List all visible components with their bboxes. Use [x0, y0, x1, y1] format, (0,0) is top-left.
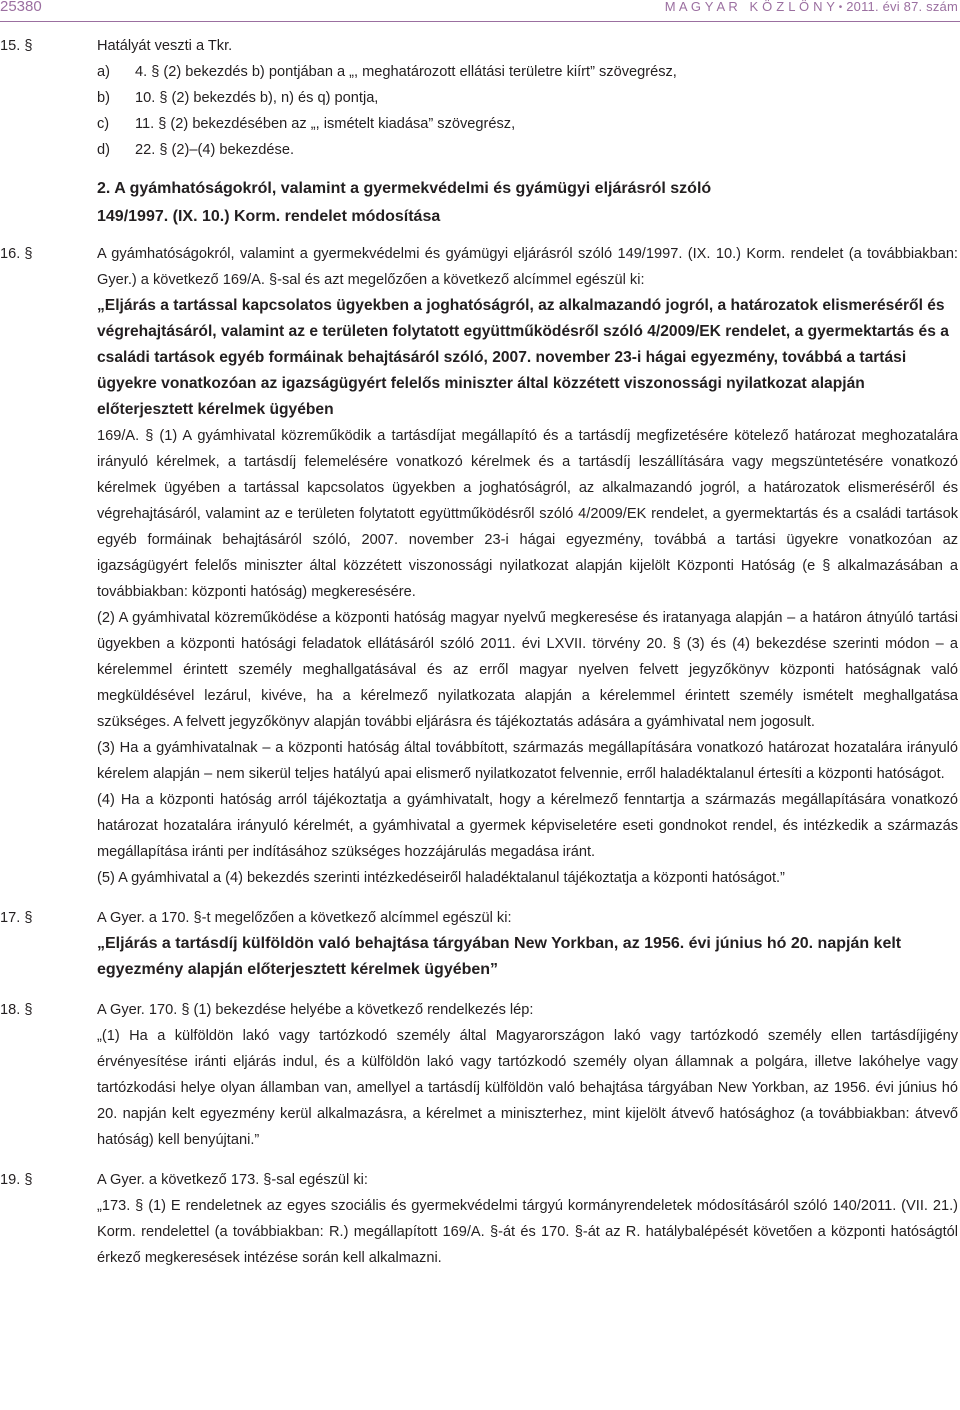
list-item: b) 10. § (2) bekezdés b), n) és q) pontja,	[97, 90, 379, 106]
item-list	[97, 59, 958, 163]
document-body	[0, 33, 958, 1271]
paragraph-sign: §	[24, 38, 33, 54]
paragraph: (5) A gyámhivatal a (4) bekezdés szerinti intézkedéseiről haladéktalanul tájékoztatja a központi hatóságot.”	[97, 870, 785, 886]
list-item: a) 4. § (2) bekezdés b) pontjában a „, meghatározott ellátási területre kiírt” szövegrész,	[97, 64, 677, 80]
section-intro: Hatályát veszti a Tkr.	[97, 38, 233, 54]
spacer	[0, 891, 958, 905]
spacer	[0, 1153, 958, 1167]
section-18	[0, 997, 958, 1153]
page-header	[0, 0, 960, 24]
spacer	[0, 983, 958, 997]
subtitle: „Eljárás a tartással kapcsolatos ügyekben a joghatóságról, az alkalmazandó jogról, a határozatok elismeréséről és végrehajtásáról, valamint az e területen folytatott együttműködésről szóló 4/2009/EK rendelet, a gyermektartás és a családi tartások egyéb formáinak behajtásáról szóló, 2007. november 23-i hágai egyezmény, továbbá a tartási ügyekre vonatkozóan az igazságügyért felelős miniszter által közzétett viszonossági nyilatkozat alapján előterjesztett kérelmek ügyében	[97, 297, 949, 418]
section-intro: A gyámhatóságokról, valamint a gyermekvédelmi és gyámügyi eljárásról szóló 149/1997. (IX. 10.) Korm. rendelet (a továbbiakban: Gyer.) a következő 169/A. §-sal és azt megelőzően a következő alcímmel egészül ki:	[97, 246, 958, 288]
list-item: d) 22. § (2)–(4) bekezdése.	[97, 142, 294, 158]
paragraph: (2) A gyámhivatal közreműködése a központi hatóság magyar nyelvű megkeresése és iratanyaga alapján – a határon átnyúló tartási ügyekben a központi hatósági feladatok ellátásáról szóló 2011. évi LXVII. törvény 20. § (3) és (4) bekezdése szerinti módon – a kérelemmel érintett személy meghallgatásával és az erről magyar nyelven felvett jegyzőkönyv központi hatóságnak való megküldésével lezárul, kivéve, ha a kérelmező nyilatkozata alapján a kérelemmel érintett személy ismételt meghallgatása szükséges. A felvett jegyzőkönyv alapján további eljárásra és tájékoztatás adására a gyámhivatal nem jogosult.	[97, 610, 958, 730]
section-19	[0, 1167, 958, 1271]
section-number: 15. §	[0, 38, 33, 54]
paragraph-sign: §	[24, 1002, 33, 1018]
section-intro: A Gyer. a következő 173. §-sal egészül ki:	[97, 1172, 368, 1188]
section-intro: A Gyer. 170. § (1) bekezdése helyébe a következő rendelkezés lép:	[97, 1002, 534, 1018]
subtitle: „Eljárás a tartásdíj külföldön való behajtása tárgyában New Yorkban, az 1956. évi június hó 20. napján kelt egyezmény alapján előterjesztett kérelmek ügyében”	[97, 935, 902, 978]
header-rule	[0, 21, 960, 22]
list-item: c) 11. § (2) bekezdésében az „, ismételt kiadása” szövegrész,	[97, 116, 516, 132]
section-number: 16. §	[0, 246, 33, 262]
paragraph-sign: §	[24, 910, 33, 926]
section-number: 17. §	[0, 910, 33, 926]
section-intro: A Gyer. a 170. §-t megelőzően a következő alcímmel egészül ki:	[97, 910, 512, 926]
publication-info	[665, 0, 958, 18]
chapter-heading: 2. A gyámhatóságokról, valamint a gyermekvédelmi és gyámügyi eljárásról szóló 149/1997. (IX. 10.) Korm. rendelet módosítása	[97, 180, 712, 225]
section-15	[0, 33, 958, 163]
paragraph-sign: §	[24, 246, 33, 262]
section-number: 18. §	[0, 1002, 33, 1018]
paragraph-sign: §	[24, 1172, 33, 1188]
paragraph: (4) Ha a központi hatóság arról tájékoztatja a gyámhivatalt, hogy a kérelmező fenntartja a származás megállapítására vonatkozó határozat hozatalára irányuló kérelmét, a gyámhivatal a gyermek képviseletére eseti gondnokot rendel, és intézkedik a származás megállapítása iránti per indításához szükséges hozzájárulás megadása iránt.	[97, 792, 958, 860]
publication-title: M A G Y A R K Ö Z L Ö N Y	[664, 0, 835, 14]
paragraph: „(1) Ha a külföldön lakó vagy tartózkodó személy által Magyarországon lakó vagy tartózkodó személy ellen tartásdíjigény érvényesítése iránti eljárás indul, és a külföldön lakó vagy tartózkodó személy olyan államnak a polgára, illetve lakóhelye vagy tartózkodási helye olyan államban van, amellyel a tartásdíj külföldön való behajtása tárgyában New Yorkban, az 1956. évi június hó 20. napján kelt egyezmény kerül alkalmazásra, a kérelmet a miniszterhez, mint kijelölt átvevő hatósághoz (a továbbiakban: átvevő hatóság) kell benyújtani.”	[97, 1028, 958, 1148]
year-issue: 2011. évi 87. szám	[846, 0, 958, 14]
paragraph: „173. § (1) E rendeletnek az egyes szociális és gyermekvédelmi tárgyú kormányrendeletek módosításáról szóló 140/2011. (VII. 21.) Korm. rendelettel (a továbbiakban: R.) megállapított 169/A. §-át és 170. §-át az R. hatálybalépését követően a központi hatóságtól érkező megkeresések intézése során kell alkalmazni.	[97, 1198, 958, 1266]
section-number: 19. §	[0, 1172, 33, 1188]
paragraph: (3) Ha a gyámhivatalnak – a központi hatóság által továbbított, származás megállapítására vonatkozó határozat hozatalára irányuló kérelem alapján – nem sikerül teljes hatályú apai elismerő nyilatkozatot felvennie, erről haladéktalanul értesíti a központi hatóságot.	[97, 740, 958, 782]
bullet-separator: •	[838, 2, 843, 13]
section-16	[0, 241, 958, 891]
paragraph: 169/A. § (1) A gyámhivatal közreműködik a tartásdíjat megállapító és a tartásdíj megfizetésére kötelező határozat meghozatalára irányuló kérelmek, a tartásdíj felemelésére vonatkozó kérelmek és a tartásdíj leszállítására vagy megszüntetésére vonatkozó kérelmek ügyében a tartással kapcsolatos ügyekben a joghatóságról, az alkalmazandó jogról, a határozatok elismeréséről és végrehajtásáról, valamint az e területen folytatott együttműködésről szóló 4/2009/EK rendelet, a gyermektartás és a családi tartások egyéb formáinak behajtásáról szóló, 2007. november 23-i hágai egyezmény, továbbá a tartási ügyekre vonatkozóan az igazságügyért felelős miniszter által közzétett viszonossági nyilatkozat alapján kijelölt Központi Hatóság (e § alkalmazásában a továbbiakban: központi hatóság) megkeresésére.	[97, 428, 958, 600]
page-number: 25380	[0, 0, 42, 15]
section-17	[0, 905, 958, 983]
